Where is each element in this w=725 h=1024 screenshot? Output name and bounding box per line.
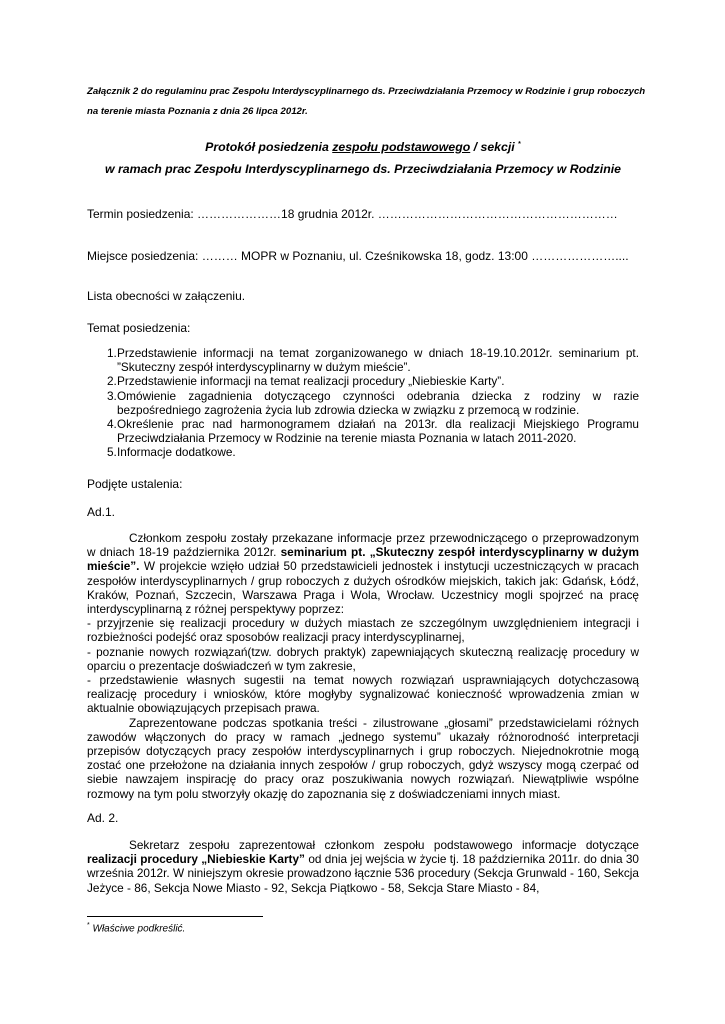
agenda-item-number: 3. [107, 388, 117, 403]
procedure-name: realizacji procedury „Niebieskie Karty” [87, 852, 305, 867]
protocol-subtitle: w ramach prac Zespołu Interdyscyplinarnego ds. Przeciwdziałania Przemocy w Rodzinie [105, 162, 621, 176]
decisions-heading: Podjęte ustalenia: [87, 477, 183, 491]
ad1-bullet: - przyjrzenie się realizacji procedury w dużych miastach ze szczególnym uwzględnieniem integracji i rozbieżności podejść oraz sposobów realizacji pracy interdyscyplinarnej, [87, 616, 639, 645]
ad1-paragraph [87, 531, 639, 616]
meeting-place: Miejsce posiedzenia: ……… MOPR w Poznaniu, ul. Cześnikowska 18, godz. 13:00 ………………….... [87, 249, 629, 263]
agenda-item-text: Omówienie zagadnienia dotyczącego czynności odebrania dziecka z rodziny w razie bezpośredniego zagrożenia życia lub zdrowia dziecka w związku z przemocą w rodzinie. [117, 388, 639, 417]
agenda-item [87, 417, 639, 445]
ad2-heading: Ad. 2. [87, 811, 119, 825]
agenda-item [87, 374, 639, 388]
agenda-item-text: Informacje dodatkowe. [117, 445, 236, 460]
ad1-heading: Ad.1. [87, 505, 116, 519]
ad1-bullet: - poznanie nowych rozwiązań(tzw. dobrych praktyk) zapewniających skuteczną realizację procedury w oparciu o prezentacje doświadczeń w tym zakresie, [87, 644, 639, 673]
title-prefix: Protokół posiedzenia [205, 140, 333, 154]
ad1-bullet: - przedstawienie własnych sugestii na temat nowych rozwiązań usprawniających dotychczasową realizację procedury i wniosków, które mogłyby sygnalizować konieczność wprowadzenia zmian w aktualnie obowiązujących przepisach prawa. [87, 673, 639, 716]
attendance-note: Lista obecności w załączeniu. [87, 289, 246, 303]
agenda-item-number: 4. [107, 417, 117, 432]
ad2-text-c: od dnia jej wejścia w życie tj. 18 października 2011r. do dnia 30 września 2012r. W niniejszym okresie prowadzono łącznie 536 procedury (Sekcja Grunwald - 160, Sekcja Jeżyce - 86, Sekcja Nowe Miasto - 92, Sekcja Piątkowo - 58, Sekcja Stare Miasto - 84, [87, 852, 639, 895]
ad1-text-c: W projekcie wzięło udział 50 przedstawicieli jednostek i instytucji uczestniczących w pracach zespołów interdyscyplinarnych / grup roboczych z dużych ośrodków miejskich, takich jak: Gdańsk, Łódź, Kraków, Poznań, Szczecin, Warszawa Praga i Wola, Wrocław. Uczestnicy mogli spojrzeć na pracę interdyscyplinarną z różnej perspektywy poprzez: [87, 559, 639, 617]
attachment-note: Załącznik 2 do regulaminu prac Zespołu Interdyscyplinarnego ds. Przeciwdziałania Przemocy w Rodzinie i grup roboczych na terenie miasta Poznania z dnia 26 lipca 2012r. [87, 86, 646, 117]
agenda-item [87, 389, 639, 417]
agenda-list [87, 346, 639, 460]
protocol-title [87, 140, 639, 154]
agenda-item-number: 1. [107, 346, 117, 360]
ad1-section [87, 531, 639, 801]
agenda-item-text: Określenie prac nad harmonogramem działań na 2013r. dla realizacji Miejskiego Programu Przeciwdziałania Przemocy w Rodzinie na terenie miasta Poznania w latach 2011-2020. [117, 417, 639, 446]
ad1-paragraph-2: Zaprezentowane podczas spotkania treści - zilustrowane „głosami” przedstawicielami różnych zawodów włączonych do pracy w ramach „jednego systemu” ukazały różnorodność interpretacji przepisów dotyczących pracy zespołów interdyscyplinarnych i grup roboczych. Niejednokrotnie mogą zostać one przełożone na działania innych zespołów / grup roboczych, gdyż wszyscy mogą czerpać od siebie nawzajem inspirację do pracy oraz poszukiwania nowych rozwiązań. Niewątpliwie wspólne rozmowy na tym polu stworzyły okazję do zapoznania się z doświadczeniami innych miast. [87, 715, 639, 801]
title-underlined: zespołu podstawowego [332, 140, 471, 154]
footnote-mark: * [87, 922, 90, 929]
meeting-date: Termin posiedzenia: …………………18 grudnia 2012r. …………………………………………………… [87, 207, 618, 221]
agenda-item [87, 445, 639, 459]
ad2-paragraph [87, 838, 639, 895]
ad1-text-a: Członkom zespołu zostały przekazane informacje przez przewodniczącego o przeprowadzonym w dniach 18-19 października 2012r. [87, 531, 639, 560]
title-suffix: / sekcji [470, 140, 515, 154]
agenda-item-number: 5. [107, 445, 117, 460]
footnote [87, 922, 185, 934]
footnote-divider [87, 916, 263, 917]
seminar-title: seminarium pt. „Skuteczny zespół interdyscyplinarny w dużym mieście”. [87, 545, 639, 574]
agenda-item [87, 346, 639, 374]
footnote-reference: * [518, 140, 521, 148]
ad2-text-a: Sekretarz zespołu zaprezentował członkom zespołu podstawowego informacje dotyczące [129, 838, 639, 852]
agenda-item-number: 2. [107, 374, 117, 389]
agenda-item-text: Przedstawienie informacji na temat realizacji procedury „Niebieskie Karty”. [117, 374, 505, 389]
agenda-item-text: Przedstawienie informacji na temat zorganizowanego w dniach 18-19.10.2012r. seminarium pt. ”Skuteczny zespół interdyscyplinarny w dużym mieście”. [117, 346, 639, 375]
footnote-text: Właściwe podkreślić. [89, 923, 186, 935]
topic-heading: Temat posiedzenia: [87, 321, 191, 335]
ad2-section [87, 838, 639, 895]
